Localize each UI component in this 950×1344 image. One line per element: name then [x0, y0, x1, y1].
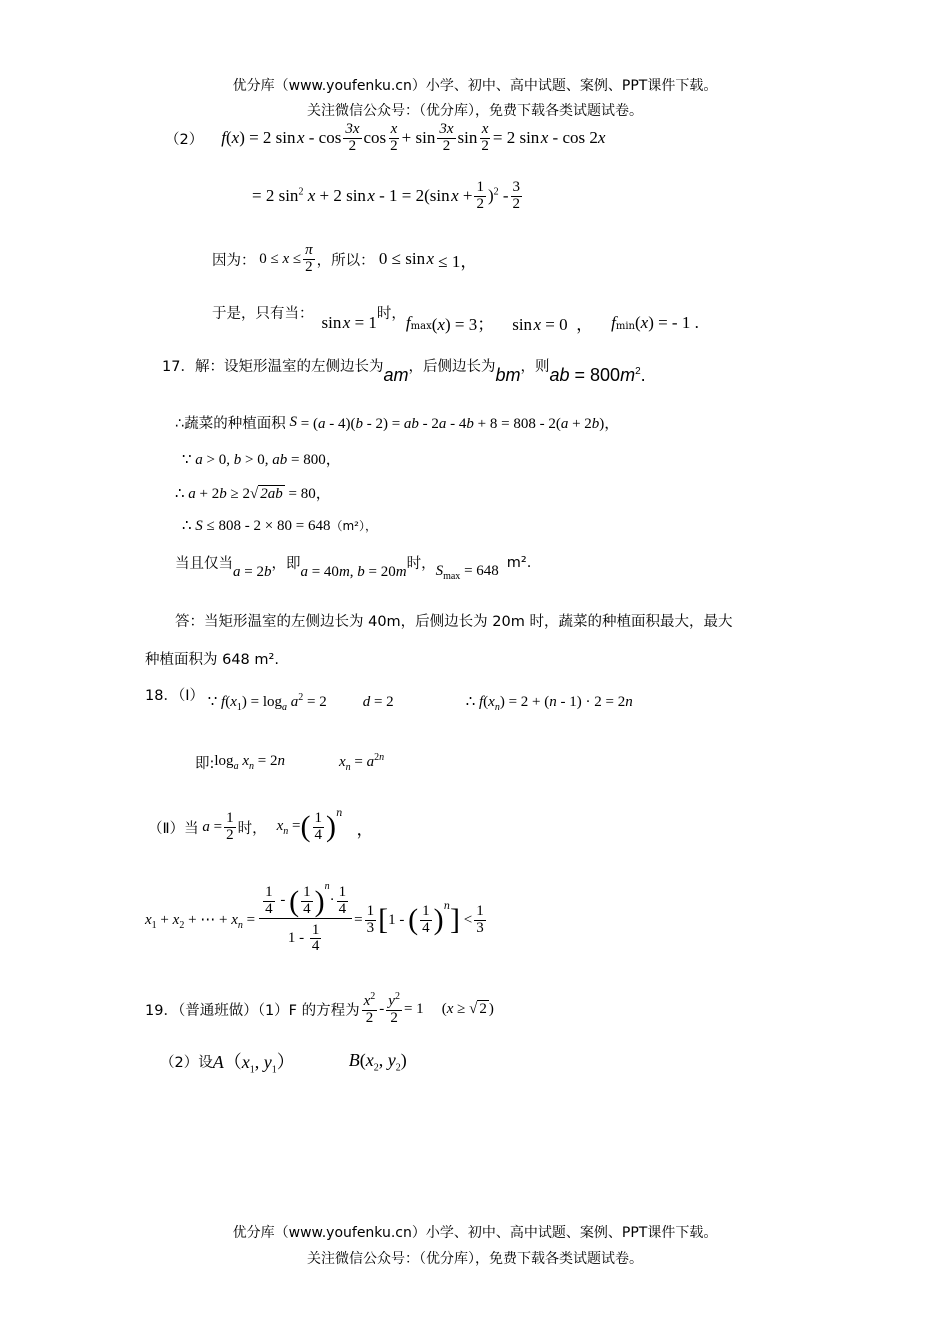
- problem-18-sum: $x_1 + x_2$ + ⋯ + $x_n$ = $\frac{1}{4}$ - ( $\frac{1}{4}$ ) $^n$ · $\frac{1}{4}$ 1 - $\frac{1}{4}$ = $\frac{1}{3}$ [ 1 - ( $\frac{1}{4}$ ) $^n$ ] < $\frac{1}{3}$: [145, 881, 484, 955]
- eq-16-2-line1: （2） f ( x ) = 2 sin x - cos $\frac{3x}{2}$ cos $\frac{x}{2}$ + sin $\frac{3x}{2}$ sin $\frac{x}{2}$ = 2 sin x - cos 2 x: [165, 121, 606, 154]
- problem-17-answer-2: 种植面积为 648 m².: [145, 652, 279, 668]
- problem-17-cond: ∵ a > 0, b > 0, ab = 800，: [182, 452, 341, 468]
- problem-17-bound: ∴ S ≤ 808 - 2 × 80 = 648 （m²），: [182, 518, 377, 534]
- eq-16-2-line4: 于是，只有当： sin x = 1 时， f $_{max}$ (x) = 3； sin x = 0 ， f $_{min}$ (x) = - 1 .: [212, 306, 699, 334]
- problem-18-ji: 即: $\log_a x_n = 2n$ $x_n = a^{2n}$: [195, 752, 385, 773]
- problem-19-part1: 19．（普通班做）（1）F 的方程为 $\frac{x^2}{2}$ - $\frac{y^2}{2}$ = 1 (x ≥ √ 2 ): [145, 991, 494, 1026]
- problem-17-intro: 17．解：设矩形温室的左侧边长为 am ，后侧边长为 bm ，则 ab = $800m^2$.: [162, 359, 646, 385]
- problem-17-answer-1: 答：当矩形温室的左侧边长为 40m，后侧边长为 20m 时，蔬菜的种植面积最大，最大: [175, 614, 733, 630]
- eq-16-2-line2: = 2 $\sin^2$ x + 2 sin x - 1 = 2(sin x + $\frac{1}{2}$ )$^2$ - $\frac{3}{2}$: [252, 179, 521, 212]
- eq-16-2-line3: 因为： 0 ≤ x ≤ $\frac{\pi}{2}$ ，所以： 0 ≤ sin x ≤ 1，: [212, 242, 478, 275]
- problem-17-ineq: ∴ a + 2b ≥ 2√ 2ab = 80，: [175, 486, 331, 502]
- footer-line-2: 关注微信公众号：（优分库），免费下载各类试题试卷。: [307, 1251, 643, 1267]
- problem-19-part2: （2）设 $A(x_1$, $y_1$） $B(x_2$, $y_2$): [160, 1050, 407, 1076]
- problem-17-equality: 当且仅当 a = 2b ，即 a = 40m, b = 20m 时， $S_{max} = 648$ m².: [175, 554, 532, 582]
- header-line-2: 关注微信公众号：（优分库），免费下载各类试题试卷。: [307, 103, 643, 119]
- header-line-1: 优分库（www.youfenku.cn）小学、初中、高中试题、案例、PPT课件下载。: [232, 78, 718, 94]
- footer-line-1: 优分库（www.youfenku.cn）小学、初中、高中试题、案例、PPT课件下载。: [232, 1225, 718, 1241]
- problem-18-part1: 18．（Ⅰ） ∵ $f(x_1) = \log_a a^2 = 2$ d = 2 ∴ $f(x_n) = 2 + (n - 1) \cdot 2 = 2n$: [145, 688, 633, 713]
- part-label: （2）: [165, 131, 204, 148]
- problem-18-part2: （Ⅱ）当 a = $\frac{1}{2}$ 时， $x_n$ = ( $\frac{1}{4}$ ) $^n$ ，: [148, 807, 374, 843]
- problem-17-area: ∴蔬菜的种植面积 S = (a - 4)(b - 2) = ab - 2a - 4b + 8 = 808 - 2(a + 2b)，: [175, 414, 620, 432]
